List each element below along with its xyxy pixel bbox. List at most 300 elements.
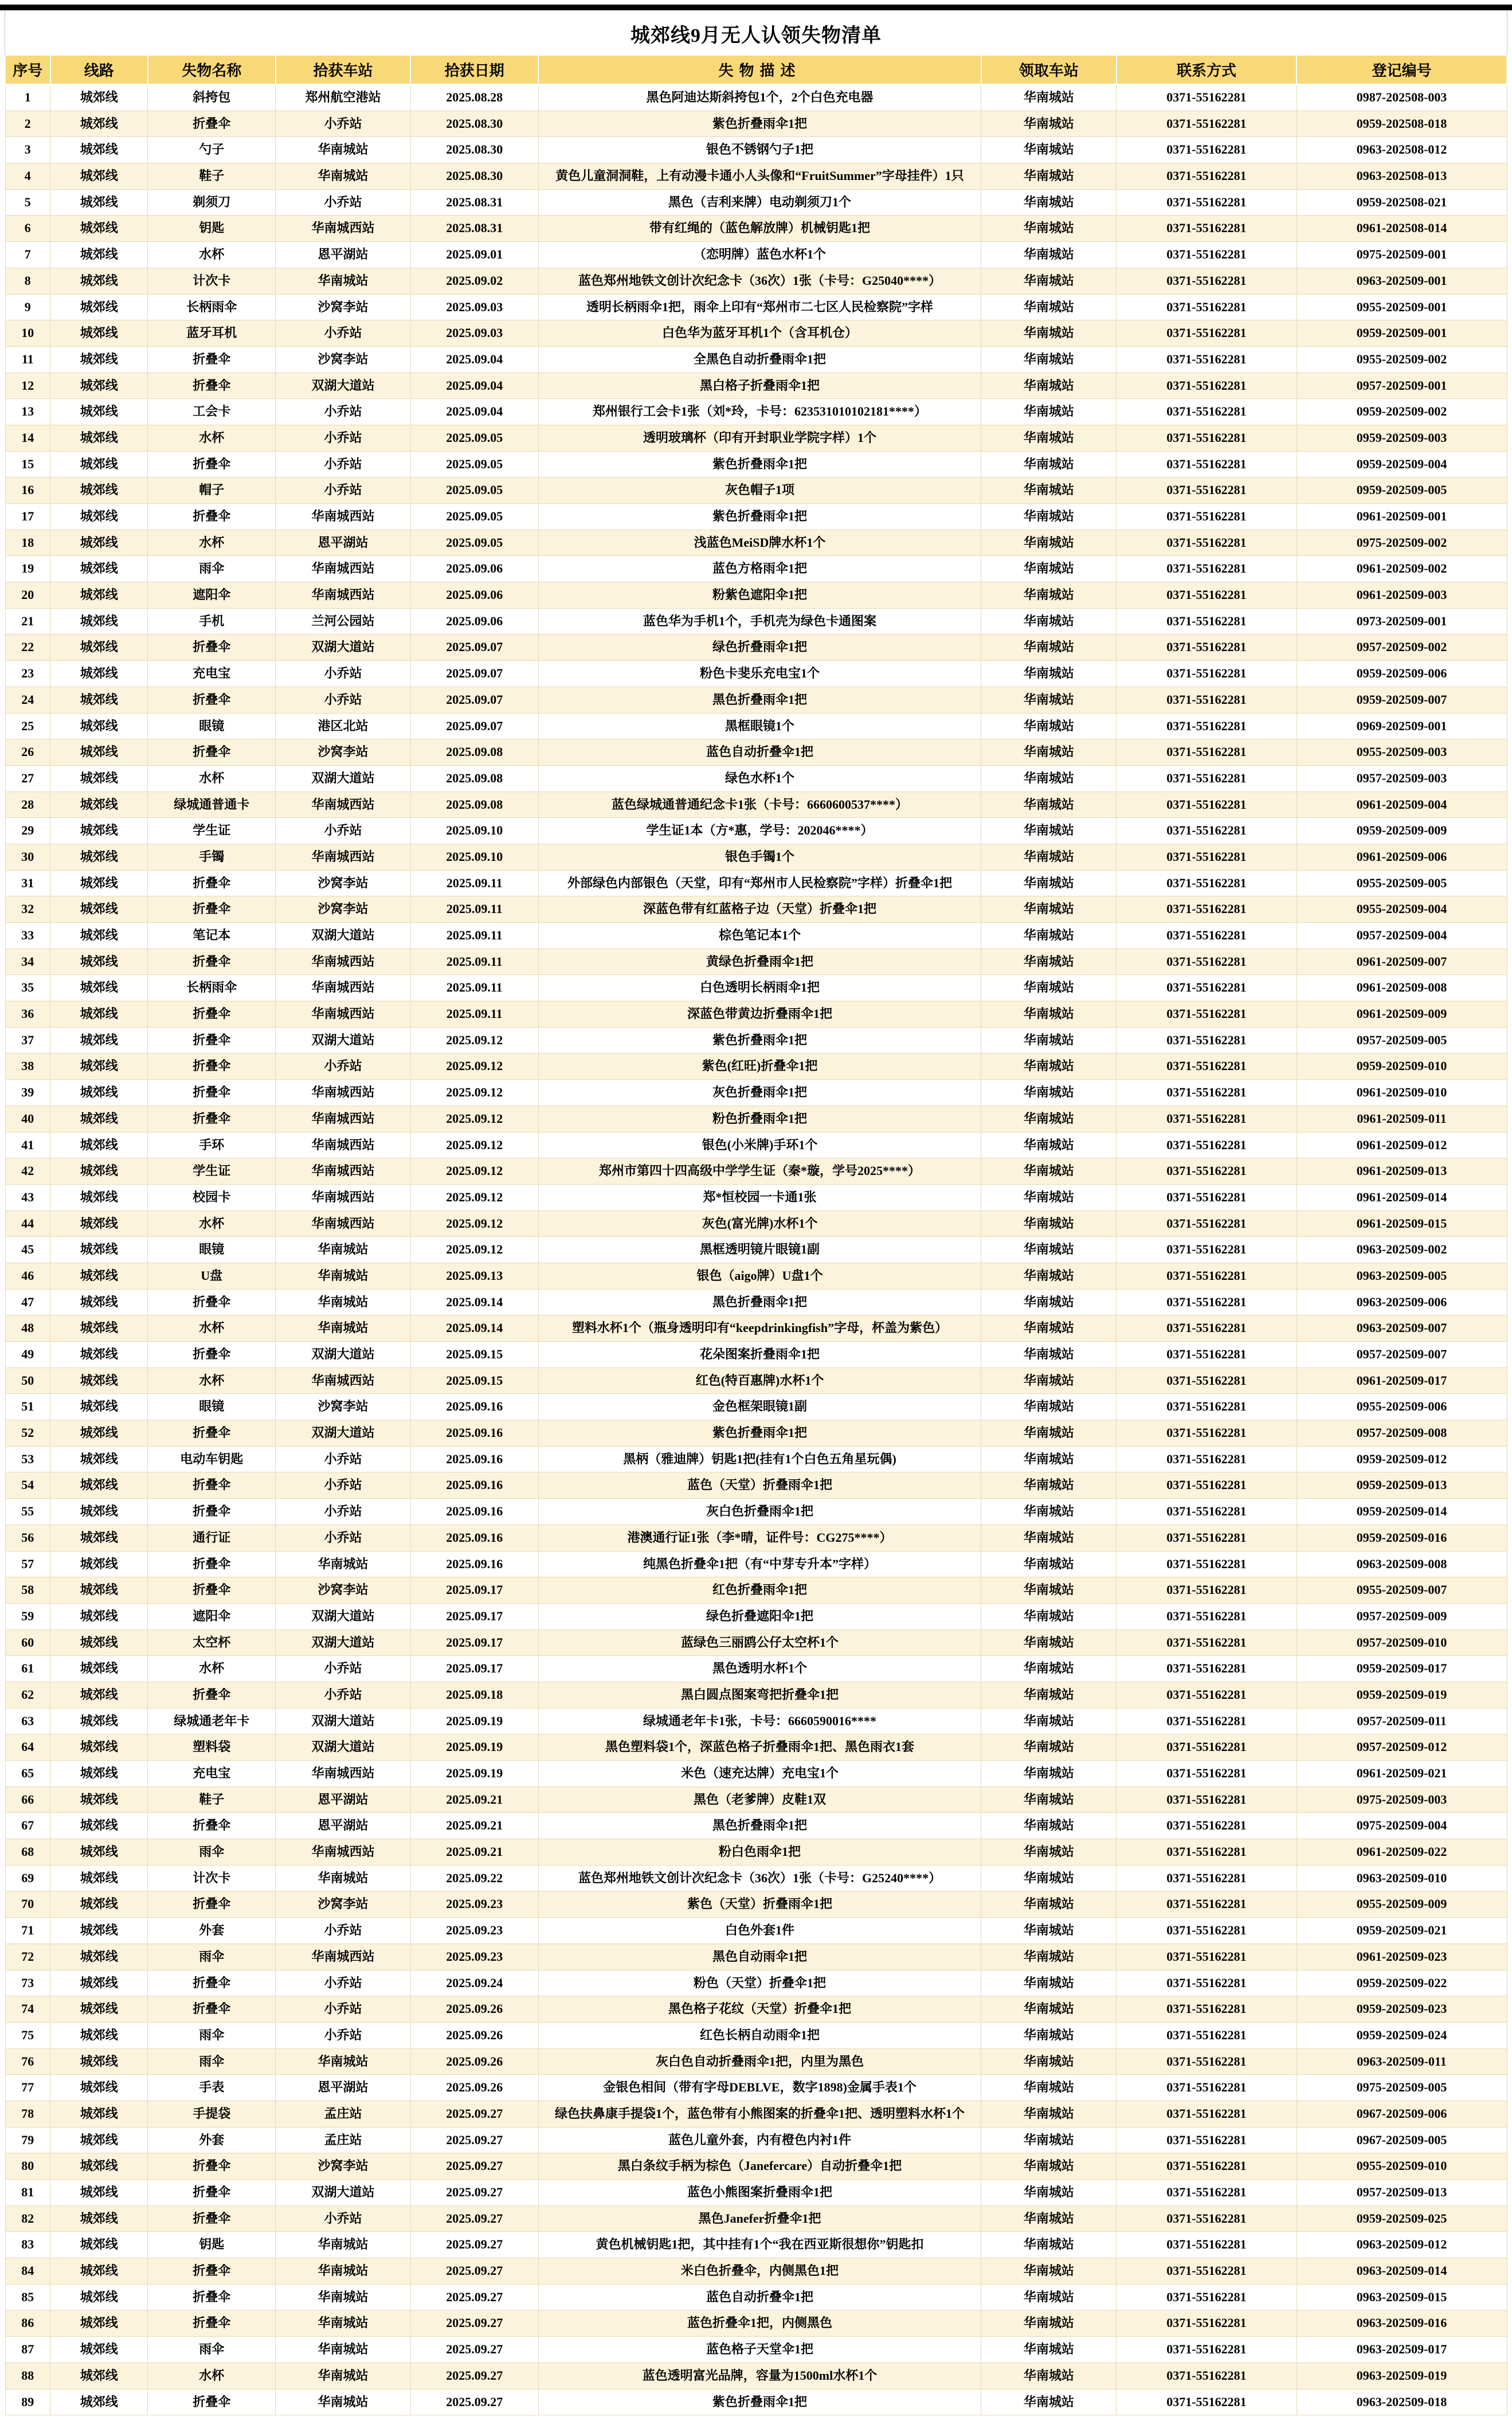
cell-description: （恋明牌）蓝色水杯1个: [538, 242, 981, 268]
cell-description: 米色（速充达牌）充电宝1个: [538, 1761, 981, 1787]
cell-reg-no: 0967-202509-005: [1296, 2127, 1507, 2153]
table-row: [5, 949, 1507, 975]
cell-item-name: 钥匙: [148, 216, 276, 242]
cell-item-name: 手表: [148, 2075, 276, 2101]
cell-line: 城郊线: [50, 2389, 148, 2415]
cell-pickup-station: 华南城西站: [276, 216, 411, 242]
cell-reg-no: 0957-202509-008: [1296, 1420, 1507, 1447]
cell-pickup-station: 华南城西站: [276, 1132, 411, 1158]
cell-contact: 0371-55162281: [1117, 2127, 1296, 2153]
cell-description: 蓝色儿童外套，内有橙色内衬1件: [538, 2127, 981, 2153]
cell-pickup-station: 小乔站: [276, 687, 411, 713]
cell-item-name: 塑料袋: [148, 1734, 276, 1761]
table-row: [5, 242, 1507, 268]
cell-description: 黑框透明镜片眼镜1副: [538, 1237, 981, 1263]
cell-reg-no: 0969-202509-001: [1296, 713, 1507, 739]
cell-pickup-date: 2025.09.27: [410, 2205, 538, 2232]
cell-pickup-date: 2025.09.21: [410, 1839, 538, 1866]
cell-line: 城郊线: [50, 975, 148, 1001]
cell-description: 纯黑色折叠伞1把（有“中芽专升本”字样）: [538, 1551, 981, 1577]
cell-claim-station: 华南城站: [981, 346, 1117, 373]
table-row: [5, 2363, 1507, 2389]
cell-pickup-station: 沙窝李站: [276, 294, 411, 320]
cell-line: 城郊线: [50, 425, 148, 451]
cell-pickup-station: 华南城西站: [276, 1158, 411, 1185]
cell-contact: 0371-55162281: [1117, 608, 1296, 634]
cell-no: 81: [5, 2180, 50, 2206]
cell-contact: 0371-55162281: [1117, 2232, 1296, 2258]
cell-claim-station: 华南城站: [981, 1918, 1117, 1944]
col-header-pickup-date: 拾获日期: [410, 56, 538, 84]
cell-pickup-station: 恩平湖站: [276, 242, 411, 268]
cell-line: 城郊线: [50, 137, 148, 163]
cell-description: 紫色折叠雨伞1把: [538, 504, 981, 530]
table-row: [5, 1996, 1507, 2023]
cell-contact: 0371-55162281: [1117, 320, 1296, 347]
cell-no: 42: [5, 1158, 50, 1185]
cell-pickup-date: 2025.09.14: [410, 1315, 538, 1342]
cell-item-name: 剃须刀: [148, 189, 276, 216]
cell-no: 77: [5, 2075, 50, 2101]
cell-no: 73: [5, 1970, 50, 1996]
cell-line: 城郊线: [50, 1787, 148, 1813]
cell-reg-no: 0987-202508-003: [1296, 84, 1507, 111]
cell-line: 城郊线: [50, 2363, 148, 2389]
col-header-contact: 联系方式: [1117, 56, 1296, 84]
cell-contact: 0371-55162281: [1117, 2284, 1296, 2310]
cell-contact: 0371-55162281: [1117, 713, 1296, 739]
cell-line: 城郊线: [50, 399, 148, 425]
cell-item-name: 折叠伞: [148, 1577, 276, 1604]
cell-no: 89: [5, 2389, 50, 2415]
cell-pickup-date: 2025.08.28: [410, 84, 538, 111]
cell-claim-station: 华南城站: [981, 2258, 1117, 2285]
cell-pickup-station: 港区北站: [276, 713, 411, 739]
cell-reg-no: 0961-202508-014: [1296, 216, 1507, 242]
cell-claim-station: 华南城站: [981, 661, 1117, 687]
cell-line: 城郊线: [50, 1839, 148, 1866]
cell-no: 63: [5, 1708, 50, 1734]
cell-claim-station: 华南城站: [981, 2048, 1117, 2075]
cell-pickup-station: 小乔站: [276, 1682, 411, 1708]
table-row: [5, 2153, 1507, 2180]
cell-claim-station: 华南城站: [981, 1237, 1117, 1263]
cell-pickup-station: 双湖大道站: [276, 1027, 411, 1053]
cell-item-name: 充电宝: [148, 1761, 276, 1787]
cell-description: 粉色折叠雨伞1把: [538, 1106, 981, 1132]
cell-reg-no: 0957-202509-003: [1296, 765, 1507, 792]
cell-item-name: 折叠伞: [148, 1420, 276, 1447]
cell-item-name: 校园卡: [148, 1184, 276, 1210]
page-title: 城郊线9月无人认领失物清单: [630, 25, 882, 46]
cell-pickup-station: 华南城西站: [276, 1368, 411, 1394]
cell-pickup-station: 沙窝李站: [276, 870, 411, 896]
cell-no: 64: [5, 1734, 50, 1761]
cell-reg-no: 0975-202509-004: [1296, 1813, 1507, 1839]
cell-reg-no: 0961-202509-004: [1296, 792, 1507, 818]
cell-claim-station: 华南城站: [981, 1551, 1117, 1577]
cell-line: 城郊线: [50, 1970, 148, 1996]
cell-item-name: 折叠伞: [148, 1499, 276, 1525]
cell-pickup-date: 2025.09.16: [410, 1394, 538, 1420]
cell-description: 郑*恒校园一卡通1张: [538, 1184, 981, 1210]
cell-description: 蓝色透明富光品牌，容量为1500ml水杯1个: [538, 2363, 981, 2389]
cell-line: 城郊线: [50, 2337, 148, 2363]
cell-contact: 0371-55162281: [1117, 530, 1296, 556]
cell-pickup-station: 小乔站: [276, 1996, 411, 2023]
cell-description: 透明长柄雨伞1把，雨伞上印有“郑州市二七区人民检察院”字样: [538, 294, 981, 320]
cell-claim-station: 华南城站: [981, 1184, 1117, 1210]
table-row: [5, 1970, 1507, 1996]
cell-pickup-station: 小乔站: [276, 1446, 411, 1472]
cell-claim-station: 华南城站: [981, 1996, 1117, 2023]
table-body: [5, 84, 1507, 2415]
cell-claim-station: 华南城站: [981, 1708, 1117, 1734]
cell-reg-no: 0955-202509-003: [1296, 739, 1507, 766]
cell-line: 城郊线: [50, 1734, 148, 1761]
cell-line: 城郊线: [50, 1132, 148, 1158]
cell-claim-station: 华南城站: [981, 1053, 1117, 1080]
cell-pickup-date: 2025.08.30: [410, 111, 538, 137]
cell-no: 82: [5, 2205, 50, 2232]
cell-no: 53: [5, 1446, 50, 1472]
cell-claim-station: 华南城站: [981, 2363, 1117, 2389]
cell-description: 金银色相间（带有字母DEBLVE，数字1898)金属手表1个: [538, 2075, 981, 2101]
cell-claim-station: 华南城站: [981, 556, 1117, 582]
table-row: [5, 1813, 1507, 1839]
cell-claim-station: 华南城站: [981, 1106, 1117, 1132]
cell-no: 37: [5, 1027, 50, 1053]
table-row: [5, 556, 1507, 582]
cell-pickup-date: 2025.09.12: [410, 1184, 538, 1210]
cell-description: 浅蓝色MeiSD牌水杯1个: [538, 530, 981, 556]
cell-contact: 0371-55162281: [1117, 2337, 1296, 2363]
cell-claim-station: 华南城站: [981, 1001, 1117, 1028]
cell-pickup-date: 2025.09.08: [410, 765, 538, 792]
cell-item-name: 长柄雨伞: [148, 975, 276, 1001]
col-header-claim-station: 领取车站: [981, 56, 1117, 84]
cell-pickup-date: 2025.09.27: [410, 2180, 538, 2206]
cell-pickup-date: 2025.09.27: [410, 2284, 538, 2310]
cell-claim-station: 华南城站: [981, 1944, 1117, 1970]
cell-pickup-station: 华南城西站: [276, 504, 411, 530]
cell-reg-no: 0959-202509-010: [1296, 1053, 1507, 1080]
cell-no: 84: [5, 2258, 50, 2285]
cell-item-name: 折叠伞: [148, 1996, 276, 2023]
cell-item-name: 学生证: [148, 818, 276, 844]
cell-contact: 0371-55162281: [1117, 1970, 1296, 1996]
lost-items-sheet: [0, 10, 1512, 2421]
cell-description: 黑色塑料袋1个，深蓝色格子折叠雨伞1把、黑色雨衣1套: [538, 1734, 981, 1761]
cell-pickup-station: 兰河公园站: [276, 608, 411, 634]
cell-description: 紫色折叠雨伞1把: [538, 2389, 981, 2415]
cell-claim-station: 华南城站: [981, 111, 1117, 137]
cell-line: 城郊线: [50, 2153, 148, 2180]
cell-pickup-date: 2025.09.10: [410, 844, 538, 870]
table-row: [5, 504, 1507, 530]
cell-pickup-date: 2025.08.31: [410, 216, 538, 242]
cell-pickup-station: 华南城西站: [276, 582, 411, 609]
table-row: [5, 2127, 1507, 2153]
cell-contact: 0371-55162281: [1117, 975, 1296, 1001]
cell-line: 城郊线: [50, 1813, 148, 1839]
cell-reg-no: 0959-202509-005: [1296, 477, 1507, 504]
cell-line: 城郊线: [50, 1918, 148, 1944]
table-row: [5, 661, 1507, 687]
cell-line: 城郊线: [50, 2127, 148, 2153]
cell-pickup-date: 2025.09.17: [410, 1629, 538, 1656]
cell-item-name: 折叠伞: [148, 1053, 276, 1080]
cell-description: 外部绿色内部银色（天堂，印有“郑州市人民检察院”字样）折叠伞1把: [538, 870, 981, 896]
cell-no: 5: [5, 189, 50, 216]
table-row: [5, 2284, 1507, 2310]
cell-pickup-station: 小乔站: [276, 451, 411, 477]
cell-pickup-date: 2025.09.26: [410, 2048, 538, 2075]
cell-claim-station: 华南城站: [981, 713, 1117, 739]
cell-pickup-date: 2025.09.05: [410, 504, 538, 530]
cell-no: 86: [5, 2310, 50, 2337]
cell-pickup-station: 沙窝李站: [276, 1891, 411, 1918]
cell-contact: 0371-55162281: [1117, 1027, 1296, 1053]
cell-reg-no: 0955-202509-005: [1296, 870, 1507, 896]
cell-reg-no: 0963-202509-014: [1296, 2258, 1507, 2285]
table-row: [5, 765, 1507, 792]
cell-no: 16: [5, 477, 50, 504]
cell-reg-no: 0959-202509-022: [1296, 1970, 1507, 1996]
cell-contact: 0371-55162281: [1117, 556, 1296, 582]
cell-claim-station: 华南城站: [981, 2153, 1117, 2180]
cell-line: 城郊线: [50, 1368, 148, 1394]
cell-item-name: 折叠伞: [148, 1682, 276, 1708]
cell-no: 65: [5, 1761, 50, 1787]
cell-description: 蓝色（天堂）折叠雨伞1把: [538, 1472, 981, 1499]
cell-pickup-station: 双湖大道站: [276, 1603, 411, 1629]
cell-claim-station: 华南城站: [981, 1970, 1117, 1996]
cell-reg-no: 0975-202509-001: [1296, 242, 1507, 268]
cell-pickup-station: 沙窝李站: [276, 739, 411, 766]
cell-item-name: 折叠伞: [148, 870, 276, 896]
cell-contact: 0371-55162281: [1117, 268, 1296, 294]
cell-claim-station: 华南城站: [981, 1629, 1117, 1656]
cell-reg-no: 0963-202508-013: [1296, 163, 1507, 190]
table-row: [5, 1446, 1507, 1472]
cell-description: 紫色折叠雨伞1把: [538, 1420, 981, 1447]
cell-contact: 0371-55162281: [1117, 1734, 1296, 1761]
cell-no: 61: [5, 1656, 50, 1682]
cell-reg-no: 0963-202509-006: [1296, 1289, 1507, 1315]
cell-line: 城郊线: [50, 373, 148, 399]
cell-line: 城郊线: [50, 1708, 148, 1734]
cell-item-name: 钥匙: [148, 2232, 276, 2258]
cell-line: 城郊线: [50, 1865, 148, 1891]
cell-item-name: 水杯: [148, 530, 276, 556]
col-header-pickup-station: 拾获车站: [276, 56, 411, 84]
table-row: [5, 1237, 1507, 1263]
cell-no: 70: [5, 1891, 50, 1918]
cell-contact: 0371-55162281: [1117, 1001, 1296, 1028]
cell-reg-no: 0963-202509-015: [1296, 2284, 1507, 2310]
cell-item-name: 计次卡: [148, 1865, 276, 1891]
cell-claim-station: 华南城站: [981, 294, 1117, 320]
cell-description: 绿色水杯1个: [538, 765, 981, 792]
cell-description: 蓝色方格雨伞1把: [538, 556, 981, 582]
cell-item-name: 折叠伞: [148, 1289, 276, 1315]
cell-pickup-date: 2025.09.22: [410, 1865, 538, 1891]
cell-no: 12: [5, 373, 50, 399]
cell-contact: 0371-55162281: [1117, 1603, 1296, 1629]
cell-description: 透明玻璃杯（印有开封职业学院字样）1个: [538, 425, 981, 451]
cell-pickup-date: 2025.09.19: [410, 1761, 538, 1787]
cell-pickup-station: 双湖大道站: [276, 373, 411, 399]
cell-line: 城郊线: [50, 1551, 148, 1577]
cell-description: 绿色扶鼻康手提袋1个，蓝色带有小熊图案的折叠伞1把、透明塑料水杯1个: [538, 2101, 981, 2127]
cell-description: 蓝色郑州地铁文创计次纪念卡（36次）1张（卡号：G25040****）: [538, 268, 981, 294]
cell-claim-station: 华南城站: [981, 1394, 1117, 1420]
table-row: [5, 1184, 1507, 1210]
table-row: [5, 1551, 1507, 1577]
cell-no: 40: [5, 1106, 50, 1132]
cell-contact: 0371-55162281: [1117, 1865, 1296, 1891]
cell-line: 城郊线: [50, 923, 148, 949]
cell-line: 城郊线: [50, 216, 148, 242]
cell-contact: 0371-55162281: [1117, 1289, 1296, 1315]
table-row: [5, 1839, 1507, 1866]
cell-pickup-station: 恩平湖站: [276, 1813, 411, 1839]
cell-item-name: 鞋子: [148, 1787, 276, 1813]
cell-pickup-date: 2025.09.02: [410, 268, 538, 294]
cell-item-name: 眼镜: [148, 1237, 276, 1263]
cell-claim-station: 华南城站: [981, 2205, 1117, 2232]
cell-pickup-date: 2025.09.16: [410, 1525, 538, 1551]
cell-reg-no: 0955-202509-002: [1296, 346, 1507, 373]
table-row: [5, 1656, 1507, 1682]
cell-line: 城郊线: [50, 1001, 148, 1028]
table-row: [5, 425, 1507, 451]
cell-line: 城郊线: [50, 530, 148, 556]
cell-claim-station: 华南城站: [981, 687, 1117, 713]
cell-description: 灰白色自动折叠雨伞1把，内里为黑色: [538, 2048, 981, 2075]
cell-pickup-date: 2025.09.16: [410, 1420, 538, 1447]
cell-reg-no: 0963-202509-001: [1296, 268, 1507, 294]
table-row: [5, 111, 1507, 137]
table-row: [5, 1787, 1507, 1813]
cell-reg-no: 0955-202509-004: [1296, 896, 1507, 923]
cell-contact: 0371-55162281: [1117, 216, 1296, 242]
cell-line: 城郊线: [50, 1158, 148, 1185]
cell-no: 19: [5, 556, 50, 582]
cell-no: 79: [5, 2127, 50, 2153]
cell-item-name: 斜挎包: [148, 84, 276, 111]
cell-pickup-station: 华南城站: [276, 2363, 411, 2389]
cell-line: 城郊线: [50, 477, 148, 504]
cell-contact: 0371-55162281: [1117, 504, 1296, 530]
cell-item-name: 折叠伞: [148, 1813, 276, 1839]
cell-reg-no: 0973-202509-001: [1296, 608, 1507, 634]
table-row: [5, 1499, 1507, 1525]
cell-pickup-date: 2025.09.05: [410, 477, 538, 504]
cell-claim-station: 华南城站: [981, 1315, 1117, 1342]
cell-no: 72: [5, 1944, 50, 1970]
table-row: [5, 346, 1507, 373]
cell-line: 城郊线: [50, 582, 148, 609]
cell-contact: 0371-55162281: [1117, 844, 1296, 870]
cell-description: 蓝色小熊图案折叠雨伞1把: [538, 2180, 981, 2206]
cell-contact: 0371-55162281: [1117, 189, 1296, 216]
cell-reg-no: 0961-202509-003: [1296, 582, 1507, 609]
cell-line: 城郊线: [50, 1944, 148, 1970]
cell-contact: 0371-55162281: [1117, 1839, 1296, 1866]
cell-item-name: 折叠伞: [148, 451, 276, 477]
cell-claim-station: 华南城站: [981, 399, 1117, 425]
cell-claim-station: 华南城站: [981, 163, 1117, 190]
table-row: [5, 530, 1507, 556]
cell-description: 灰色折叠雨伞1把: [538, 1080, 981, 1106]
cell-no: 69: [5, 1865, 50, 1891]
cell-contact: 0371-55162281: [1117, 2258, 1296, 2285]
cell-item-name: 折叠伞: [148, 1001, 276, 1028]
table-row: [5, 1132, 1507, 1158]
cell-claim-station: 华南城站: [981, 2284, 1117, 2310]
table-row: [5, 634, 1507, 661]
cell-pickup-date: 2025.09.11: [410, 975, 538, 1001]
cell-pickup-date: 2025.09.07: [410, 634, 538, 661]
cell-line: 城郊线: [50, 111, 148, 137]
cell-claim-station: 华南城站: [981, 189, 1117, 216]
table-row: [5, 1944, 1507, 1970]
cell-claim-station: 华南城站: [981, 1342, 1117, 1368]
cell-contact: 0371-55162281: [1117, 1944, 1296, 1970]
cell-pickup-date: 2025.09.19: [410, 1708, 538, 1734]
cell-no: 11: [5, 346, 50, 373]
cell-reg-no: 0957-202509-009: [1296, 1603, 1507, 1629]
cell-contact: 0371-55162281: [1117, 949, 1296, 975]
cell-description: 粉紫色遮阳伞1把: [538, 582, 981, 609]
cell-item-name: 折叠伞: [148, 2180, 276, 2206]
cell-pickup-date: 2025.09.15: [410, 1342, 538, 1368]
cell-pickup-date: 2025.09.06: [410, 556, 538, 582]
cell-line: 城郊线: [50, 1106, 148, 1132]
cell-reg-no: 0959-202509-006: [1296, 661, 1507, 687]
cell-pickup-date: 2025.09.12: [410, 1027, 538, 1053]
cell-no: 31: [5, 870, 50, 896]
cell-description: 蓝色华为手机1个，手机壳为绿色卡通图案: [538, 608, 981, 634]
cell-line: 城郊线: [50, 1525, 148, 1551]
cell-pickup-station: 小乔站: [276, 2022, 411, 2048]
cell-description: 红色长柄自动雨伞1把: [538, 2022, 981, 2048]
cell-reg-no: 0957-202509-010: [1296, 1629, 1507, 1656]
cell-pickup-station: 华南城西站: [276, 1944, 411, 1970]
cell-pickup-date: 2025.09.26: [410, 2075, 538, 2101]
cell-pickup-station: 华南城站: [276, 2310, 411, 2337]
cell-description: 花朵图案折叠雨伞1把: [538, 1342, 981, 1368]
cell-description: 红色折叠雨伞1把: [538, 1577, 981, 1604]
cell-pickup-station: 沙窝李站: [276, 2153, 411, 2180]
cell-contact: 0371-55162281: [1117, 1315, 1296, 1342]
cell-reg-no: 0955-202509-001: [1296, 294, 1507, 320]
cell-contact: 0371-55162281: [1117, 818, 1296, 844]
cell-pickup-station: 华南城站: [276, 1551, 411, 1577]
table-row: [5, 1734, 1507, 1761]
cell-pickup-date: 2025.09.15: [410, 1368, 538, 1394]
cell-item-name: 外套: [148, 1918, 276, 1944]
cell-reg-no: 0961-202509-022: [1296, 1839, 1507, 1866]
cell-item-name: 水杯: [148, 765, 276, 792]
cell-reg-no: 0959-202509-024: [1296, 2022, 1507, 2048]
cell-pickup-date: 2025.09.21: [410, 1813, 538, 1839]
table-row: [5, 268, 1507, 294]
cell-reg-no: 0961-202509-017: [1296, 1368, 1507, 1394]
cell-contact: 0371-55162281: [1117, 1813, 1296, 1839]
